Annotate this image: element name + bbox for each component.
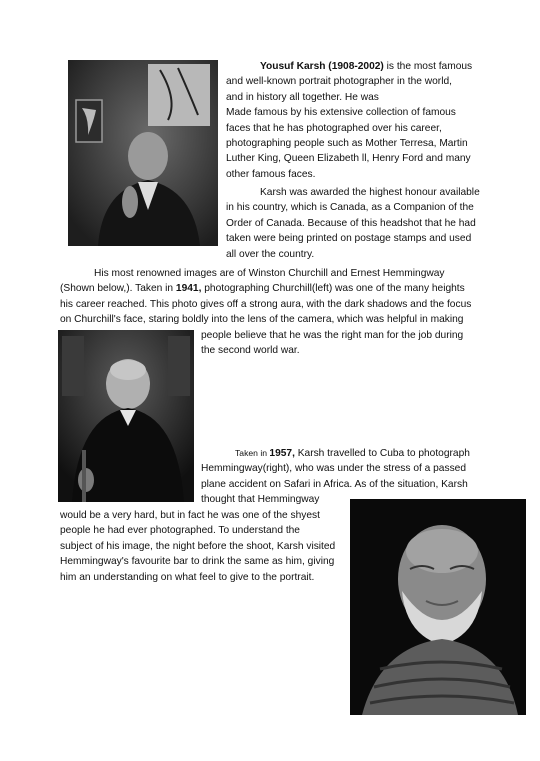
hemmingway-paragraph-cont xyxy=(60,508,350,585)
churchill-paragraph-cont xyxy=(201,328,501,359)
intro-line: faces that he has photographed over his career, xyxy=(226,122,442,134)
churchill-year: 1941, xyxy=(175,283,202,295)
hemmingway-line: Hemmingway's favourite bar to drink the same as him, giving xyxy=(60,556,335,568)
intro-line: Made famous by his extensive collection of famous xyxy=(226,107,456,119)
hemmingway-line: Hemmingway(right), who was under the stress of a passed xyxy=(201,463,466,475)
churchill-line: photographing Churchill(left) was one of the many heights xyxy=(201,283,465,295)
intro-line: and well-known portrait photographer in the world, xyxy=(226,76,452,88)
honour-paragraph xyxy=(226,185,496,262)
hemmingway-line: him an understanding on what feel to give to the portrait. xyxy=(60,571,315,583)
churchill-line: his career reached. This photo gives off a strong aura, with the dark shadows and the focus xyxy=(60,298,472,310)
hemmingway-line: subject of his image, the night before the shoot, Karsh visited xyxy=(60,540,336,552)
honour-line: Order of Canada. Because of this headshot that he had xyxy=(226,217,476,229)
intro-line: is the most famous xyxy=(383,61,473,72)
hemmingway-portrait-photo xyxy=(350,499,526,715)
hemmingway-year: 1957, xyxy=(269,448,295,459)
hemmingway-line: thought that Hemmingway xyxy=(201,494,320,506)
churchill-portrait-photo xyxy=(58,330,194,502)
hemmingway-line: would be a very hard, but in fact he was one of the shyest xyxy=(60,510,320,521)
churchill-line: people believe that he was the right man for the job during xyxy=(201,330,464,341)
intro-paragraph xyxy=(226,59,496,182)
honour-line: in his country, which is Canada, as a Companion of the xyxy=(226,202,474,214)
churchill-line: (Shown below,). Taken in xyxy=(60,283,176,295)
intro-line: Luther King, Queen Elizabeth ll, Henry Ford and many xyxy=(226,153,471,165)
hemmingway-line: Taken in xyxy=(235,448,270,458)
honour-line: taken were being printed on postage stamps and used xyxy=(226,233,472,245)
churchill-line: His most renowned images are of Winston Churchill and Ernest Hemmingway xyxy=(94,268,445,279)
intro-line: other famous faces. xyxy=(226,168,316,180)
karsh-portrait-photo xyxy=(68,60,218,246)
churchill-line: on Churchill's face, staring boldly into the lens of the camera, which was helpful in making xyxy=(60,314,464,326)
churchill-paragraph xyxy=(60,266,500,328)
honour-line: all over the country. xyxy=(226,248,315,260)
hemmingway-line: plane accident on Safari in Africa. As of the situation, Karsh xyxy=(201,478,468,490)
intro-line: and in history all together. He was xyxy=(226,91,379,103)
honour-line: Karsh was awarded the highest honour available xyxy=(260,187,480,198)
karsh-name: Yousuf Karsh (1908-2002) xyxy=(260,61,384,72)
hemmingway-line: Karsh travelled to Cuba to photograph xyxy=(294,448,470,459)
churchill-line: the second world war. xyxy=(201,345,300,357)
hemmingway-line: people he had ever photographed. To understand the xyxy=(60,525,300,537)
intro-line: photographing people such as Mother Terresa, Martin xyxy=(226,138,468,150)
